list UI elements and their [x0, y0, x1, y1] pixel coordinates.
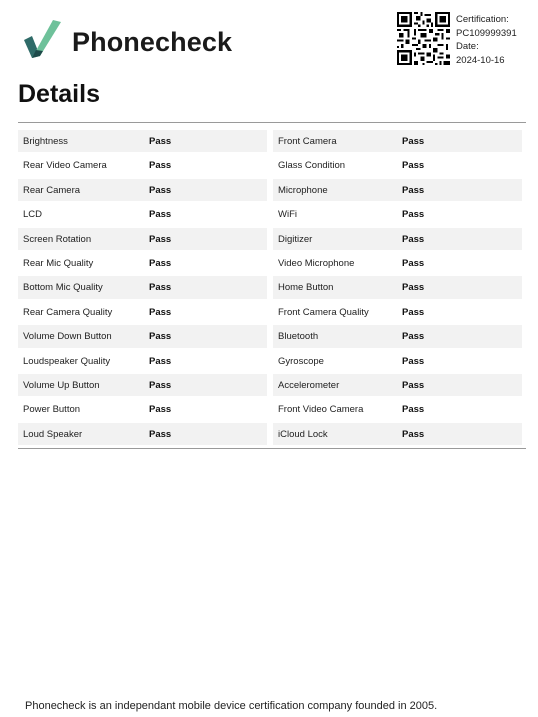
detail-test-result: Pass	[402, 209, 425, 221]
table-top-divider	[18, 122, 526, 123]
checkmark-logo-icon	[22, 20, 62, 60]
detail-row	[18, 398, 267, 420]
detail-row	[18, 130, 267, 152]
certification-id: PC109999391	[456, 27, 517, 39]
detail-test-result: Pass	[402, 355, 425, 367]
detail-test-result: Pass	[402, 306, 425, 318]
detail-test-name: Brightness	[23, 136, 68, 147]
detail-test-result: Pass	[149, 136, 172, 147]
detail-test-result: Pass	[149, 160, 172, 172]
certification-block	[456, 13, 517, 67]
detail-test-result: Pass	[402, 331, 425, 343]
detail-test-name: Loud Speaker	[23, 428, 83, 440]
detail-test-name: Front Video Camera	[278, 404, 364, 416]
detail-test-name: Bottom Mic Quality	[23, 282, 103, 294]
detail-test-result: Pass	[402, 184, 425, 196]
detail-test-name: Screen Rotation	[23, 233, 92, 245]
detail-test-name: Front Camera Quality	[278, 306, 369, 318]
detail-test-name: Power Button	[23, 404, 81, 416]
detail-row	[273, 301, 522, 323]
detail-row	[273, 374, 522, 396]
detail-row	[18, 325, 267, 347]
detail-row	[273, 252, 522, 274]
table-bottom-divider	[18, 448, 526, 449]
detail-test-result: Pass	[149, 355, 172, 367]
detail-test-name: Accelerometer	[278, 379, 340, 391]
detail-row	[18, 301, 267, 323]
detail-test-name: Rear Video Camera	[23, 160, 107, 172]
footer-text: Phonecheck is an independant mobile device certification company founded in 2005.	[25, 700, 438, 712]
detail-test-name: Front Camera	[278, 136, 337, 147]
detail-test-name: Volume Up Button	[23, 379, 100, 391]
detail-row	[18, 350, 267, 372]
detail-row	[18, 276, 267, 298]
detail-test-result: Pass	[149, 404, 172, 416]
detail-row	[273, 203, 522, 225]
detail-test-name: Digitizer	[278, 233, 313, 245]
detail-test-result: Pass	[402, 404, 425, 416]
detail-row	[18, 154, 267, 176]
detail-test-name: Gyroscope	[278, 355, 324, 367]
detail-row	[273, 398, 522, 420]
detail-row	[273, 130, 522, 152]
detail-test-name: Glass Condition	[278, 160, 346, 172]
detail-test-name: Rear Camera Quality	[23, 306, 113, 318]
detail-row	[273, 423, 522, 445]
certification-label: Certification:	[456, 14, 509, 25]
detail-test-name: iCloud Lock	[278, 428, 328, 440]
detail-test-name: Volume Down Button	[23, 331, 112, 343]
detail-test-name: Rear Mic Quality	[23, 257, 94, 269]
detail-test-result: Pass	[149, 282, 172, 294]
detail-row	[18, 423, 267, 445]
date-label: Date:	[456, 41, 479, 53]
detail-test-result: Pass	[149, 257, 172, 269]
detail-test-name: WiFi	[278, 209, 297, 221]
detail-row	[273, 350, 522, 372]
detail-test-result: Pass	[402, 379, 425, 391]
detail-test-name: Rear Camera	[23, 184, 81, 196]
detail-test-name: Home Button	[278, 282, 334, 294]
detail-test-name: Loudspeaker Quality	[23, 355, 111, 367]
detail-test-result: Pass	[402, 428, 425, 440]
detail-row	[18, 228, 267, 250]
detail-test-name: LCD	[23, 209, 43, 221]
detail-test-result: Pass	[149, 428, 172, 440]
detail-test-result: Pass	[149, 184, 172, 196]
detail-test-result: Pass	[149, 233, 172, 245]
section-title: Details	[18, 80, 100, 108]
detail-row	[18, 179, 267, 201]
detail-test-result: Pass	[149, 379, 172, 391]
document-header	[0, 0, 538, 80]
qr-code-icon	[397, 12, 450, 65]
detail-row	[18, 252, 267, 274]
details-column-left	[18, 130, 267, 447]
detail-row	[18, 374, 267, 396]
detail-test-result: Pass	[402, 160, 425, 172]
detail-test-result: Pass	[402, 136, 425, 147]
detail-row	[273, 154, 522, 176]
detail-test-result: Pass	[402, 257, 425, 269]
detail-test-name: Video Microphone	[278, 257, 355, 269]
detail-row	[273, 325, 522, 347]
detail-test-result: Pass	[402, 233, 425, 245]
detail-test-name: Microphone	[278, 184, 328, 196]
date-value: 2024-10-16	[456, 54, 505, 66]
detail-row	[273, 276, 522, 298]
details-column-right	[273, 130, 522, 447]
detail-test-name: Bluetooth	[278, 331, 319, 343]
detail-row	[273, 179, 522, 201]
detail-row	[273, 228, 522, 250]
detail-test-result: Pass	[149, 209, 172, 221]
detail-test-result: Pass	[149, 331, 172, 343]
brand-name: Phonecheck	[72, 27, 233, 57]
detail-test-result: Pass	[149, 306, 172, 318]
detail-row	[18, 203, 267, 225]
detail-test-result: Pass	[402, 282, 425, 294]
